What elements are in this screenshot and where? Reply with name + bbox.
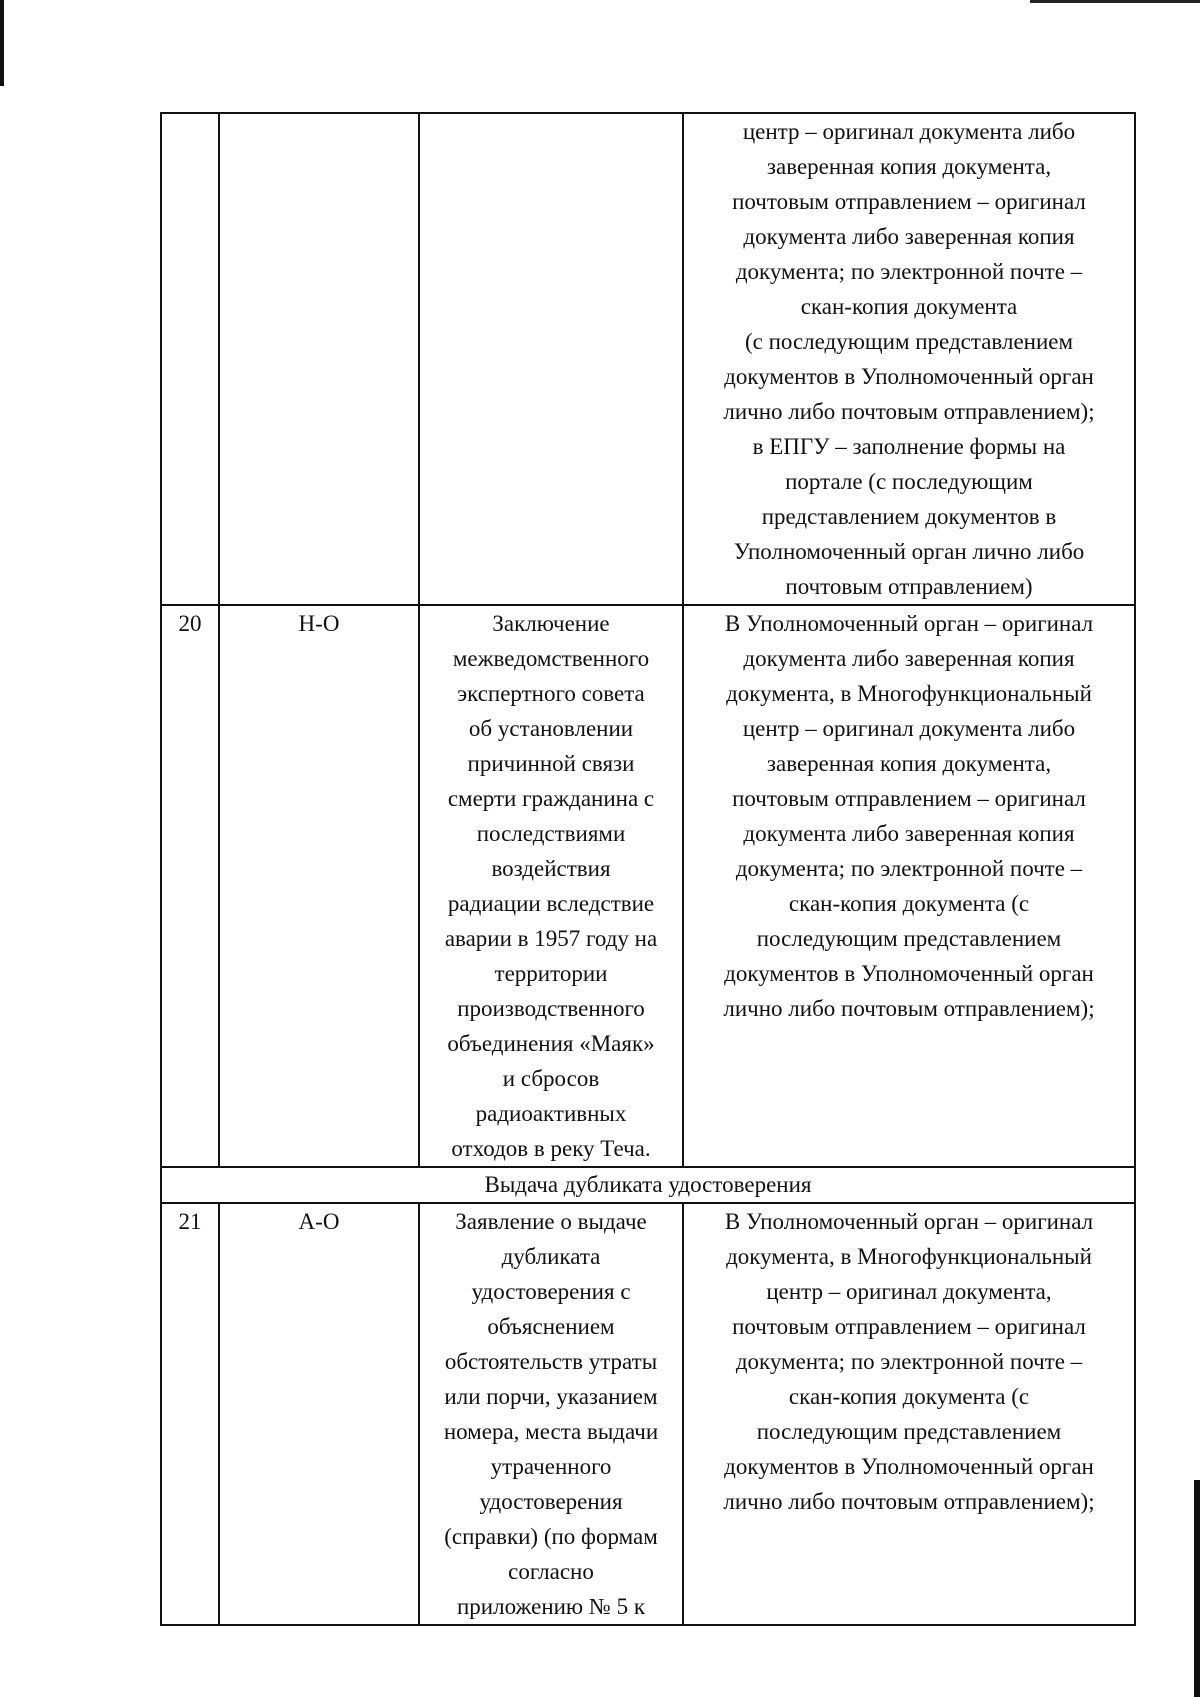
cell-document [419, 113, 683, 605]
documents-table [160, 112, 1136, 1626]
scan-edge-right [1194, 1480, 1200, 1697]
scan-edge-left [0, 0, 4, 86]
cell-document: Заявление о выдаче дубликата удостоверения с объяснением обстоятельств утраты или порчи, указанием номера, места выдачи утраченного удостоверения (справки) (по формам согласно приложению № 5 к [419, 1203, 683, 1625]
table-row-continuation [161, 113, 1135, 605]
cell-number [161, 113, 219, 605]
cell-submission-method: В Уполномоченный орган – оригинал документа, в Многофункциональный центр – оригинал документа, почтовым отправлением – оригинал документа; по электронной почте – скан-копия документа (с последующим представлением документов в Уполномоченный орган лично либо почтовым отправлением); [683, 1203, 1135, 1625]
cell-submission-method: центр – оригинал документа либо заверенная копия документа, почтовым отправлением – оригинал документа либо заверенная копия документа; по электронной почте – скан-копия документа (с последующим представлением документов в Уполномоченный орган лично либо почтовым отправлением); в ЕПГУ – заполнение формы на портале (с последующим представлением документов в Уполномоченный орган лично либо почтовым отправлением) [683, 113, 1135, 605]
cell-number: 21 [161, 1203, 219, 1625]
section-header-row [161, 1167, 1135, 1203]
cell-code: А-О [219, 1203, 419, 1625]
cell-submission-method: В Уполномоченный орган – оригинал документа либо заверенная копия документа, в Многофункциональный центр – оригинал документа либо заверенная копия документа, почтовым отправлением – оригинал документа либо заверенная копия документа; по электронной почте – скан-копия документа (с последующим представлением документов в Уполномоченный орган лично либо почтовым отправлением); [683, 605, 1135, 1167]
table-row-21 [161, 1203, 1135, 1625]
table-row-20 [161, 605, 1135, 1167]
scan-edge-top-right [1030, 0, 1200, 3]
cell-code [219, 113, 419, 605]
section-title: Выдача дубликата удостоверения [161, 1167, 1135, 1203]
cell-document: Заключение межведомственного экспертного совета об установлении причинной связи смерти гражданина с последствиями воздействия радиации вследствие аварии в 1957 году на территории производственного объединения «Маяк» и сбросов радиоактивных отходов в реку Теча. [419, 605, 683, 1167]
cell-number: 20 [161, 605, 219, 1167]
cell-code: Н-О [219, 605, 419, 1167]
